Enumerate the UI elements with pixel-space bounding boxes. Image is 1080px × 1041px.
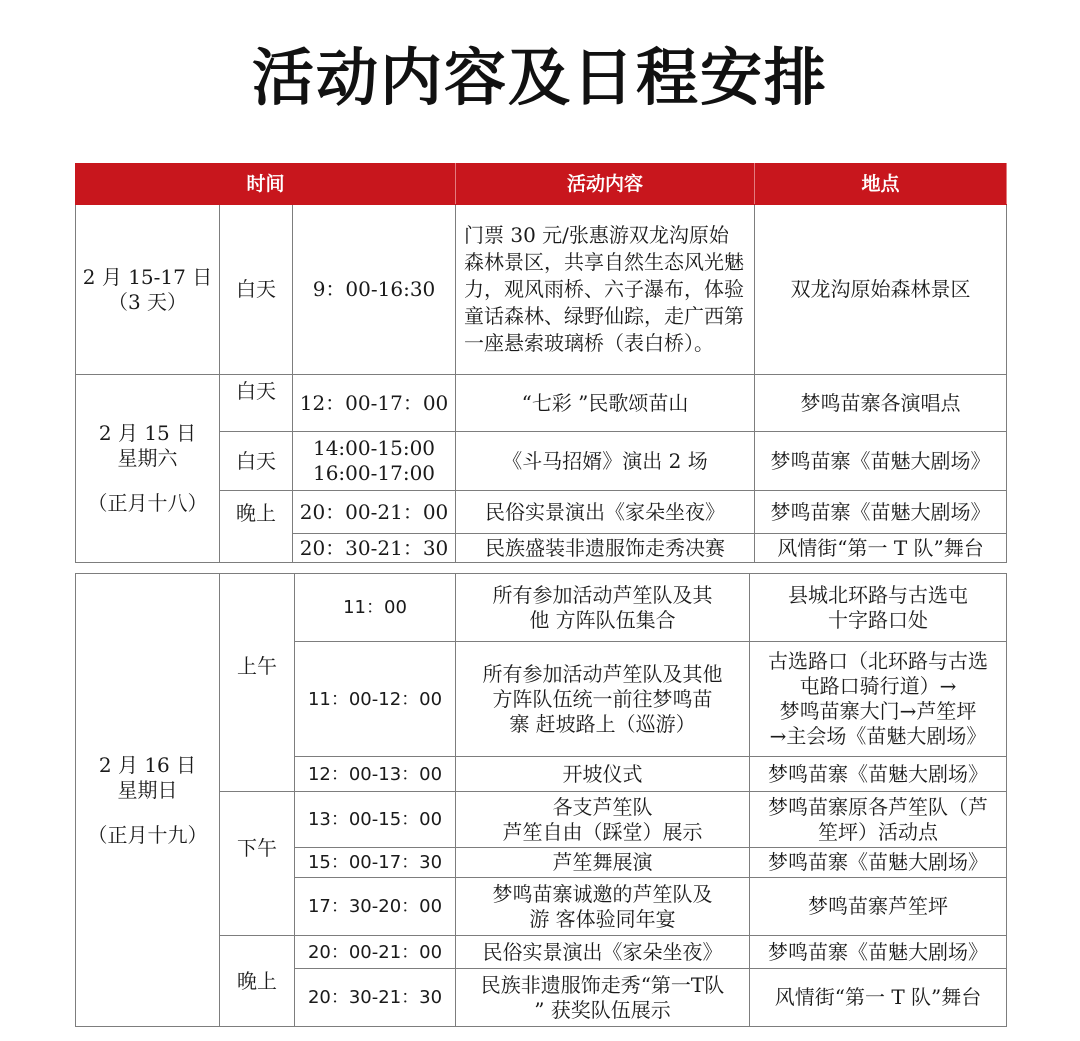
- content-cell: 民俗实景演出《家朵坐夜》: [456, 936, 750, 969]
- time-cell: 9：00-16:30: [293, 205, 456, 375]
- period-cell: 晚上: [220, 936, 295, 1027]
- place-cell: 梦鸣苗寨《苗魅大剧场》: [755, 491, 1007, 534]
- place-cell: 县城北环路与古选屯 十字路口处: [750, 574, 1007, 642]
- content-cell: 各支芦笙队 芦笙自由（踩堂）展示: [456, 792, 750, 848]
- content-cell: 门票 30 元/张惠游双龙沟原始森林景区，共享自然生态风光魅力，观风雨桥、六子瀑布，体验童话森林、绿野仙踪，走广西第一座悬索玻璃桥（表白桥）。: [456, 205, 755, 375]
- time-cell: 12：00-17：00: [293, 375, 456, 432]
- content-cell: 民族盛装非遗服饰走秀决赛: [456, 534, 755, 563]
- date-cell: 2 月 15-17 日 （3 天）: [76, 205, 220, 375]
- place-cell: 梦鸣苗寨《苗魅大剧场》: [750, 757, 1007, 792]
- content-cell: 梦鸣苗寨诚邀的芦笙队及 游 客体验同年宴: [456, 878, 750, 936]
- place-cell: 梦鸣苗寨各演唱点: [755, 375, 1007, 432]
- header-content: 活动内容: [456, 164, 755, 205]
- content-cell: 开坡仪式: [456, 757, 750, 792]
- time-cell: 15：00-17：30: [295, 848, 456, 878]
- time-cell: 20：00-21：00: [293, 491, 456, 534]
- schedule-table-1: [75, 163, 1007, 563]
- place-cell: 梦鸣苗寨芦笙坪: [750, 878, 1007, 936]
- page-title: 活动内容及日程安排: [251, 41, 828, 114]
- time-cell: 12：00-13：00: [295, 757, 456, 792]
- content-cell: 所有参加活动芦笙队及其 他 方阵队伍集合: [456, 574, 750, 642]
- period-cell: 下午: [220, 792, 295, 936]
- time-cell: 17：30-20：00: [295, 878, 456, 936]
- time-cell: 20：30-21：30: [293, 534, 456, 563]
- period-cell: 白天: [220, 375, 293, 432]
- content-cell: 芦笙舞展演: [456, 848, 750, 878]
- content-cell: 民俗实景演出《家朵坐夜》: [456, 491, 755, 534]
- place-cell: 双龙沟原始森林景区: [755, 205, 1007, 375]
- place-cell: 梦鸣苗寨《苗魅大剧场》: [755, 432, 1007, 491]
- header-row: [76, 164, 1007, 205]
- header-place: 地点: [755, 164, 1007, 205]
- time-cell: 20：30-21：30: [295, 969, 456, 1027]
- time-cell: 11：00: [295, 574, 456, 642]
- time-cell: 11：00-12：00: [295, 642, 456, 757]
- place-cell: 梦鸣苗寨《苗魅大剧场》: [750, 936, 1007, 969]
- table-row: [76, 375, 1007, 432]
- content-cell: “七彩 ”民歌颂苗山: [456, 375, 755, 432]
- date-cell: 2 月 15 日 星期六 （正月十八）: [76, 375, 220, 563]
- period-cell: 晚上: [220, 491, 293, 563]
- table-row: [76, 205, 1007, 375]
- time-cell: 13：00-15：00: [295, 792, 456, 848]
- period-cell: 白天: [220, 205, 293, 375]
- period-cell: 上午: [220, 574, 295, 792]
- place-cell: 风情街“第一 T 队”舞台: [750, 969, 1007, 1027]
- time-cell: 14:00-15:00 16:00-17:00: [293, 432, 456, 491]
- schedule-table-2: [75, 573, 1007, 1027]
- date-cell: 2 月 16 日 星期日 （正月十九）: [76, 574, 220, 1027]
- content-cell: 民族非遗服饰走秀“第一T队 ” 获奖队伍展示: [456, 969, 750, 1027]
- place-cell: 风情街“第一 T 队”舞台: [755, 534, 1007, 563]
- period-cell: 白天: [220, 432, 293, 491]
- place-cell: 古选路口（北环路与古选 屯路口骑行道）→ 梦鸣苗寨大门→芦笙坪 →主会场《苗魅大剧场》: [750, 642, 1007, 757]
- time-cell: 20：00-21：00: [295, 936, 456, 969]
- content-cell: 所有参加活动芦笙队及其他 方阵队伍统一前往梦鸣苗 寨 赶坡路上（巡游）: [456, 642, 750, 757]
- header-time: 时间: [76, 164, 456, 205]
- table-row: [76, 574, 1007, 642]
- content-cell: 《斗马招婿》演出 2 场: [456, 432, 755, 491]
- place-cell: 梦鸣苗寨《苗魅大剧场》: [750, 848, 1007, 878]
- place-cell: 梦鸣苗寨原各芦笙队（芦 笙坪）活动点: [750, 792, 1007, 848]
